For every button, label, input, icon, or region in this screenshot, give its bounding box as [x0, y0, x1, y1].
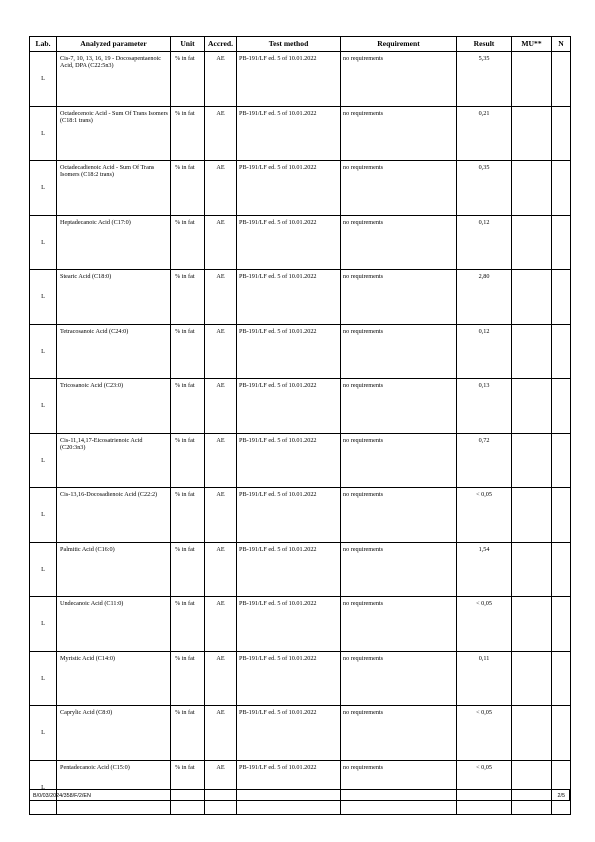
- cell-accred: AE: [205, 106, 237, 161]
- cell-n: [552, 270, 571, 325]
- cell-lab: L: [30, 760, 57, 815]
- cell-method: PB-191/LF ed. 5 of 10.01.2022: [237, 106, 341, 161]
- cell-method: PB-191/LF ed. 5 of 10.01.2022: [237, 760, 341, 815]
- table-row: [30, 215, 571, 270]
- cell-requirement: no requirements: [341, 215, 457, 270]
- cell-n: [552, 488, 571, 543]
- cell-requirement: no requirements: [341, 760, 457, 815]
- cell-method: PB-191/LF ed. 5 of 10.01.2022: [237, 215, 341, 270]
- table-row: [30, 379, 571, 434]
- cell-accred: AE: [205, 52, 237, 107]
- cell-lab: L: [30, 161, 57, 216]
- cell-accred: AE: [205, 324, 237, 379]
- cell-parameter: [57, 651, 171, 706]
- cell-unit: % in fat: [171, 760, 205, 815]
- parameter-text: Cis-13,16-Docosadienoic Acid (C22:2): [60, 491, 158, 498]
- cell-unit: % in fat: [171, 488, 205, 543]
- parameter-text: Myristic Acid (C14:0): [60, 654, 115, 662]
- table-header-row: [30, 37, 571, 52]
- table-row: [30, 542, 571, 597]
- cell-result: < 0,05: [457, 597, 512, 652]
- cell-result: 0,35: [457, 161, 512, 216]
- cell-parameter: [57, 52, 171, 107]
- cell-method: PB-191/LF ed. 5 of 10.01.2022: [237, 52, 341, 107]
- cell-unit: % in fat: [171, 215, 205, 270]
- cell-n: [552, 52, 571, 107]
- cell-parameter: [57, 215, 171, 270]
- cell-method: PB-191/LF ed. 5 of 10.01.2022: [237, 597, 341, 652]
- cell-lab: L: [30, 597, 57, 652]
- header-result: Result: [457, 37, 512, 52]
- cell-result: 5,35: [457, 52, 512, 107]
- cell-accred: AE: [205, 542, 237, 597]
- cell-mu: [512, 760, 552, 815]
- cell-lab: L: [30, 52, 57, 107]
- cell-unit: % in fat: [171, 433, 205, 488]
- cell-parameter: [57, 106, 171, 161]
- cell-method: PB-191/LF ed. 5 of 10.01.2022: [237, 161, 341, 216]
- cell-mu: [512, 106, 552, 161]
- cell-mu: [512, 651, 552, 706]
- cell-accred: AE: [205, 488, 237, 543]
- cell-result: 1,54: [457, 542, 512, 597]
- cell-method: PB-191/LF ed. 5 of 10.01.2022: [237, 379, 341, 434]
- cell-mu: [512, 597, 552, 652]
- cell-lab: L: [30, 106, 57, 161]
- cell-result: 0,12: [457, 324, 512, 379]
- cell-parameter: [57, 597, 171, 652]
- cell-lab: L: [30, 488, 57, 543]
- table-row: [30, 706, 571, 761]
- cell-result: 0,13: [457, 379, 512, 434]
- cell-mu: [512, 488, 552, 543]
- cell-accred: AE: [205, 379, 237, 434]
- parameter-text: Undecanoic Acid (C11:0): [60, 600, 124, 607]
- cell-result: 0,12: [457, 215, 512, 270]
- header-mu: MU**: [512, 37, 552, 52]
- cell-mu: [512, 52, 552, 107]
- header-accred: Accred.: [205, 37, 237, 52]
- cell-requirement: no requirements: [341, 433, 457, 488]
- cell-parameter: [57, 379, 171, 434]
- cell-accred: AE: [205, 215, 237, 270]
- cell-parameter: [57, 161, 171, 216]
- cell-requirement: no requirements: [341, 324, 457, 379]
- parameter-text: Octadecenoic Acid - Sum Of Trans Isomers (C18:1 trans): [60, 109, 168, 124]
- parameter-text: Octadecadienoic Acid - Sum Of Trans Isomers (C18:2 trans): [60, 164, 155, 179]
- cell-n: [552, 161, 571, 216]
- table-row: [30, 760, 571, 815]
- cell-lab: L: [30, 324, 57, 379]
- table-row: [30, 106, 571, 161]
- page-footer: [29, 789, 570, 801]
- cell-n: [552, 106, 571, 161]
- table-row: [30, 52, 571, 107]
- cell-parameter: [57, 433, 171, 488]
- cell-n: [552, 542, 571, 597]
- parameter-text: Caprylic Acid (C8:0): [60, 709, 113, 716]
- cell-n: [552, 597, 571, 652]
- cell-n: [552, 651, 571, 706]
- table-row: [30, 597, 571, 652]
- cell-parameter: [57, 270, 171, 325]
- header-requirement: Requirement: [341, 37, 457, 52]
- cell-unit: % in fat: [171, 651, 205, 706]
- cell-requirement: no requirements: [341, 597, 457, 652]
- cell-result: 2,80: [457, 270, 512, 325]
- cell-method: PB-191/LF ed. 5 of 10.01.2022: [237, 651, 341, 706]
- table-row: [30, 270, 571, 325]
- cell-parameter: [57, 324, 171, 379]
- cell-requirement: no requirements: [341, 542, 457, 597]
- cell-n: [552, 760, 571, 815]
- cell-parameter: [57, 760, 171, 815]
- cell-lab: L: [30, 215, 57, 270]
- document-code: B/0/03/2024/358/F/2/EN: [33, 792, 91, 799]
- cell-accred: AE: [205, 597, 237, 652]
- cell-mu: [512, 215, 552, 270]
- cell-requirement: no requirements: [341, 706, 457, 761]
- cell-requirement: no requirements: [341, 488, 457, 543]
- cell-n: [552, 433, 571, 488]
- results-table: [29, 36, 571, 815]
- cell-unit: % in fat: [171, 106, 205, 161]
- table-row: [30, 324, 571, 379]
- cell-accred: AE: [205, 270, 237, 325]
- cell-mu: [512, 706, 552, 761]
- cell-unit: % in fat: [171, 379, 205, 434]
- cell-mu: [512, 161, 552, 216]
- parameter-text: Tricosanoic Acid (C23:0): [60, 382, 124, 389]
- header-lab: Lab.: [30, 37, 57, 52]
- cell-accred: AE: [205, 706, 237, 761]
- cell-accred: AE: [205, 651, 237, 706]
- cell-accred: AE: [205, 433, 237, 488]
- cell-accred: AE: [205, 161, 237, 216]
- header-n: N: [552, 37, 571, 52]
- cell-unit: % in fat: [171, 324, 205, 379]
- cell-lab: L: [30, 433, 57, 488]
- parameter-text: Cis-11,14,17-Eicosatrienoic Acid (C20:3n3): [60, 436, 143, 451]
- cell-unit: % in fat: [171, 706, 205, 761]
- parameter-text: Palmitic Acid (C16:0): [60, 545, 115, 553]
- cell-parameter: [57, 542, 171, 597]
- cell-mu: [512, 324, 552, 379]
- table-row: [30, 651, 571, 706]
- cell-result: 0,11: [457, 651, 512, 706]
- cell-requirement: no requirements: [341, 52, 457, 107]
- cell-unit: % in fat: [171, 597, 205, 652]
- cell-result: < 0,05: [457, 706, 512, 761]
- cell-unit: % in fat: [171, 542, 205, 597]
- cell-unit: % in fat: [171, 270, 205, 325]
- cell-method: PB-191/LF ed. 5 of 10.01.2022: [237, 324, 341, 379]
- cell-mu: [512, 379, 552, 434]
- cell-method: PB-191/LF ed. 5 of 10.01.2022: [237, 542, 341, 597]
- cell-mu: [512, 433, 552, 488]
- cell-parameter: [57, 706, 171, 761]
- cell-requirement: no requirements: [341, 161, 457, 216]
- header-method: Test method: [237, 37, 341, 52]
- cell-mu: [512, 542, 552, 597]
- cell-result: 0,21: [457, 106, 512, 161]
- cell-result: 0,72: [457, 433, 512, 488]
- cell-lab: L: [30, 651, 57, 706]
- cell-result: < 0,05: [457, 760, 512, 815]
- parameter-text: Heptadecanoic Acid (C17:0): [60, 218, 131, 226]
- cell-requirement: no requirements: [341, 651, 457, 706]
- table-row: [30, 488, 571, 543]
- parameter-text: Pentadecanoic Acid (C15:0): [60, 763, 130, 771]
- cell-parameter: [57, 488, 171, 543]
- table-row: [30, 161, 571, 216]
- cell-requirement: no requirements: [341, 106, 457, 161]
- header-unit: Unit: [171, 37, 205, 52]
- page-number: 2/5: [557, 792, 565, 799]
- cell-unit: % in fat: [171, 161, 205, 216]
- cell-method: PB-191/LF ed. 5 of 10.01.2022: [237, 488, 341, 543]
- cell-unit: % in fat: [171, 52, 205, 107]
- cell-lab: L: [30, 706, 57, 761]
- cell-lab: L: [30, 270, 57, 325]
- header-parameter: Analyzed parameter: [57, 37, 171, 52]
- cell-n: [552, 379, 571, 434]
- cell-lab: L: [30, 379, 57, 434]
- parameter-text: Stearic Acid (C18:0): [60, 273, 112, 280]
- cell-lab: L: [30, 542, 57, 597]
- cell-method: PB-191/LF ed. 5 of 10.01.2022: [237, 270, 341, 325]
- cell-n: [552, 706, 571, 761]
- cell-n: [552, 324, 571, 379]
- cell-result: < 0,05: [457, 488, 512, 543]
- cell-method: PB-191/LF ed. 5 of 10.01.2022: [237, 706, 341, 761]
- parameter-text: Tetracosanoic Acid (C24:0): [60, 327, 129, 335]
- cell-method: PB-191/LF ed. 5 of 10.01.2022: [237, 433, 341, 488]
- cell-mu: [512, 270, 552, 325]
- cell-accred: AE: [205, 760, 237, 815]
- parameter-text: Cis-7, 10, 13, 16, 19 - Docosapentaenoic Acid, DPA (C22:5n3): [60, 55, 162, 70]
- cell-requirement: no requirements: [341, 270, 457, 325]
- cell-n: [552, 215, 571, 270]
- table-row: [30, 433, 571, 488]
- cell-requirement: no requirements: [341, 379, 457, 434]
